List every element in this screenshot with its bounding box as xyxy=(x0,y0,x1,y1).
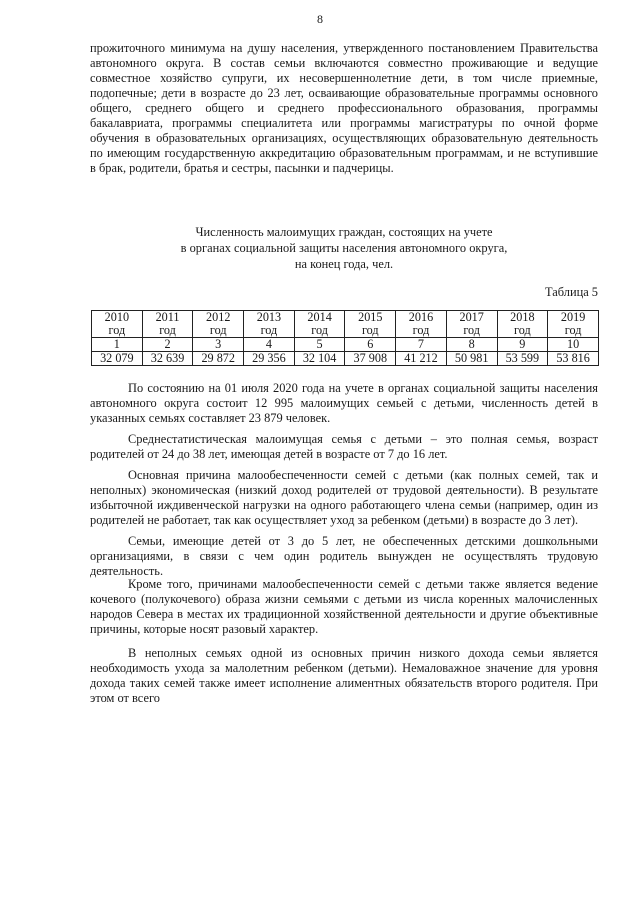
table-number-row xyxy=(92,338,599,352)
body-paragraph: Кроме того, причинами малообеспеченности семей с детьми также является ведение кочевого (полукочевого) образа жизни семьями с детьми из числа коренных малочисленных народов Севера в местах их традиционной хозяйственной деятельности и другие объективные причины, которые носят разовый характер. xyxy=(90,577,598,636)
year-word-cell: год xyxy=(294,324,345,338)
column-number-cell: 7 xyxy=(396,338,447,352)
column-number-cell: 10 xyxy=(548,338,599,352)
body-paragraph: В неполных семьях одной из основных причин низкого дохода семьи является необходимость ухода за малолетним ребенком (детьми). Немаловажное значение для уровня дохода таких семей также имеет исполнение алиментных обязательств второго родителя. При этом от всего xyxy=(90,646,598,705)
body-paragraph: По состоянию на 01 июля 2020 года на учете в органах социальной защиты населения автономного округа состоит 12 995 малоимущих семьей с детьми, численность детей в указанных семьях составляет 23 879 человек. xyxy=(90,381,598,425)
table-label: Таблица 5 xyxy=(545,285,598,299)
column-number-cell: 8 xyxy=(446,338,497,352)
caption-line-1: Численность малоимущих граждан, состоящих на учете xyxy=(195,225,493,239)
year-word-cell: год xyxy=(142,324,193,338)
year-word-cell: год xyxy=(446,324,497,338)
table-values-row xyxy=(92,352,599,366)
year-word-cell: год xyxy=(92,324,143,338)
year-word-cell: год xyxy=(345,324,396,338)
body-paragraph: Семьи, имеющие детей от 3 до 5 лет, не обеспеченных детскими дошкольными организациями, в связи с чем один родитель вынужден не осуществлять трудовую деятельность. xyxy=(90,534,598,578)
value-cell: 37 908 xyxy=(345,352,396,366)
year-cell: 2016 xyxy=(396,311,447,325)
body-paragraph: Основная причина малообеспеченности семей с детьми (как полных семей, так и неполных) экономическая (низкий доход родителей от трудовой деятельности). В результате избыточной иждивенческой нагрузки на одного работающего члена семьи (например, один из родителей не работает, так как осуществляет уход за ребенком (детьми) в возрасте до 3 лет). xyxy=(90,468,598,527)
table-years-row xyxy=(92,311,599,325)
column-number-cell: 6 xyxy=(345,338,396,352)
year-cell: 2019 xyxy=(548,311,599,325)
value-cell: 29 872 xyxy=(193,352,244,366)
value-cell: 53 599 xyxy=(497,352,548,366)
year-cell: 2010 xyxy=(92,311,143,325)
poverty-statistics-table xyxy=(91,310,599,366)
page-number: 8 xyxy=(317,12,323,26)
column-number-cell: 5 xyxy=(294,338,345,352)
value-cell: 53 816 xyxy=(548,352,599,366)
value-cell: 50 981 xyxy=(446,352,497,366)
caption-line-3: на конец года, чел. xyxy=(294,257,394,271)
year-word-cell: год xyxy=(396,324,447,338)
year-cell: 2017 xyxy=(446,311,497,325)
intro-paragraph: прожиточного минимума на душу населения, утвержденного постановлением Правительства автономного округа. В состав семьи включаются совместно проживающие и ведущие совместное хозяйство супруги, их несовершеннолетние дети, в том числе приемные, подопечные; дети в возрасте до 23 лет, осваивающие образовательные программы основного общего, среднего общего и среднего профессионального образования, программы бакалавриата, программы специалитета или программы магистратуры по очной форме обучения в образовательных организациях, осуществляющих образовательную деятельность по имеющим государственную аккредитацию образовательным программам, и не вступившие в брак, родители, братья и сестры, пасынки и падчерицы. xyxy=(90,41,598,175)
year-cell: 2012 xyxy=(193,311,244,325)
year-cell: 2015 xyxy=(345,311,396,325)
year-cell: 2011 xyxy=(142,311,193,325)
column-number-cell: 1 xyxy=(92,338,143,352)
body-paragraph: Среднестатистическая малоимущая семья с детьми – это полная семья, возраст родителей от 24 до 38 лет, имеющая детей в возрасте от 7 до 16 лет. xyxy=(90,432,598,461)
year-cell: 2014 xyxy=(294,311,345,325)
table-yearword-row xyxy=(92,324,599,338)
value-cell: 41 212 xyxy=(396,352,447,366)
year-cell: 2013 xyxy=(244,311,295,325)
column-number-cell: 2 xyxy=(142,338,193,352)
table-caption xyxy=(90,224,598,272)
value-cell: 32 104 xyxy=(294,352,345,366)
caption-line-2: в органах социальной защиты населения автономного округа, xyxy=(180,241,508,255)
column-number-cell: 3 xyxy=(193,338,244,352)
value-cell: 32 079 xyxy=(92,352,143,366)
column-number-cell: 9 xyxy=(497,338,548,352)
column-number-cell: 4 xyxy=(244,338,295,352)
year-word-cell: год xyxy=(497,324,548,338)
year-word-cell: год xyxy=(548,324,599,338)
year-cell: 2018 xyxy=(497,311,548,325)
year-word-cell: год xyxy=(244,324,295,338)
value-cell: 32 639 xyxy=(142,352,193,366)
year-word-cell: год xyxy=(193,324,244,338)
value-cell: 29 356 xyxy=(244,352,295,366)
